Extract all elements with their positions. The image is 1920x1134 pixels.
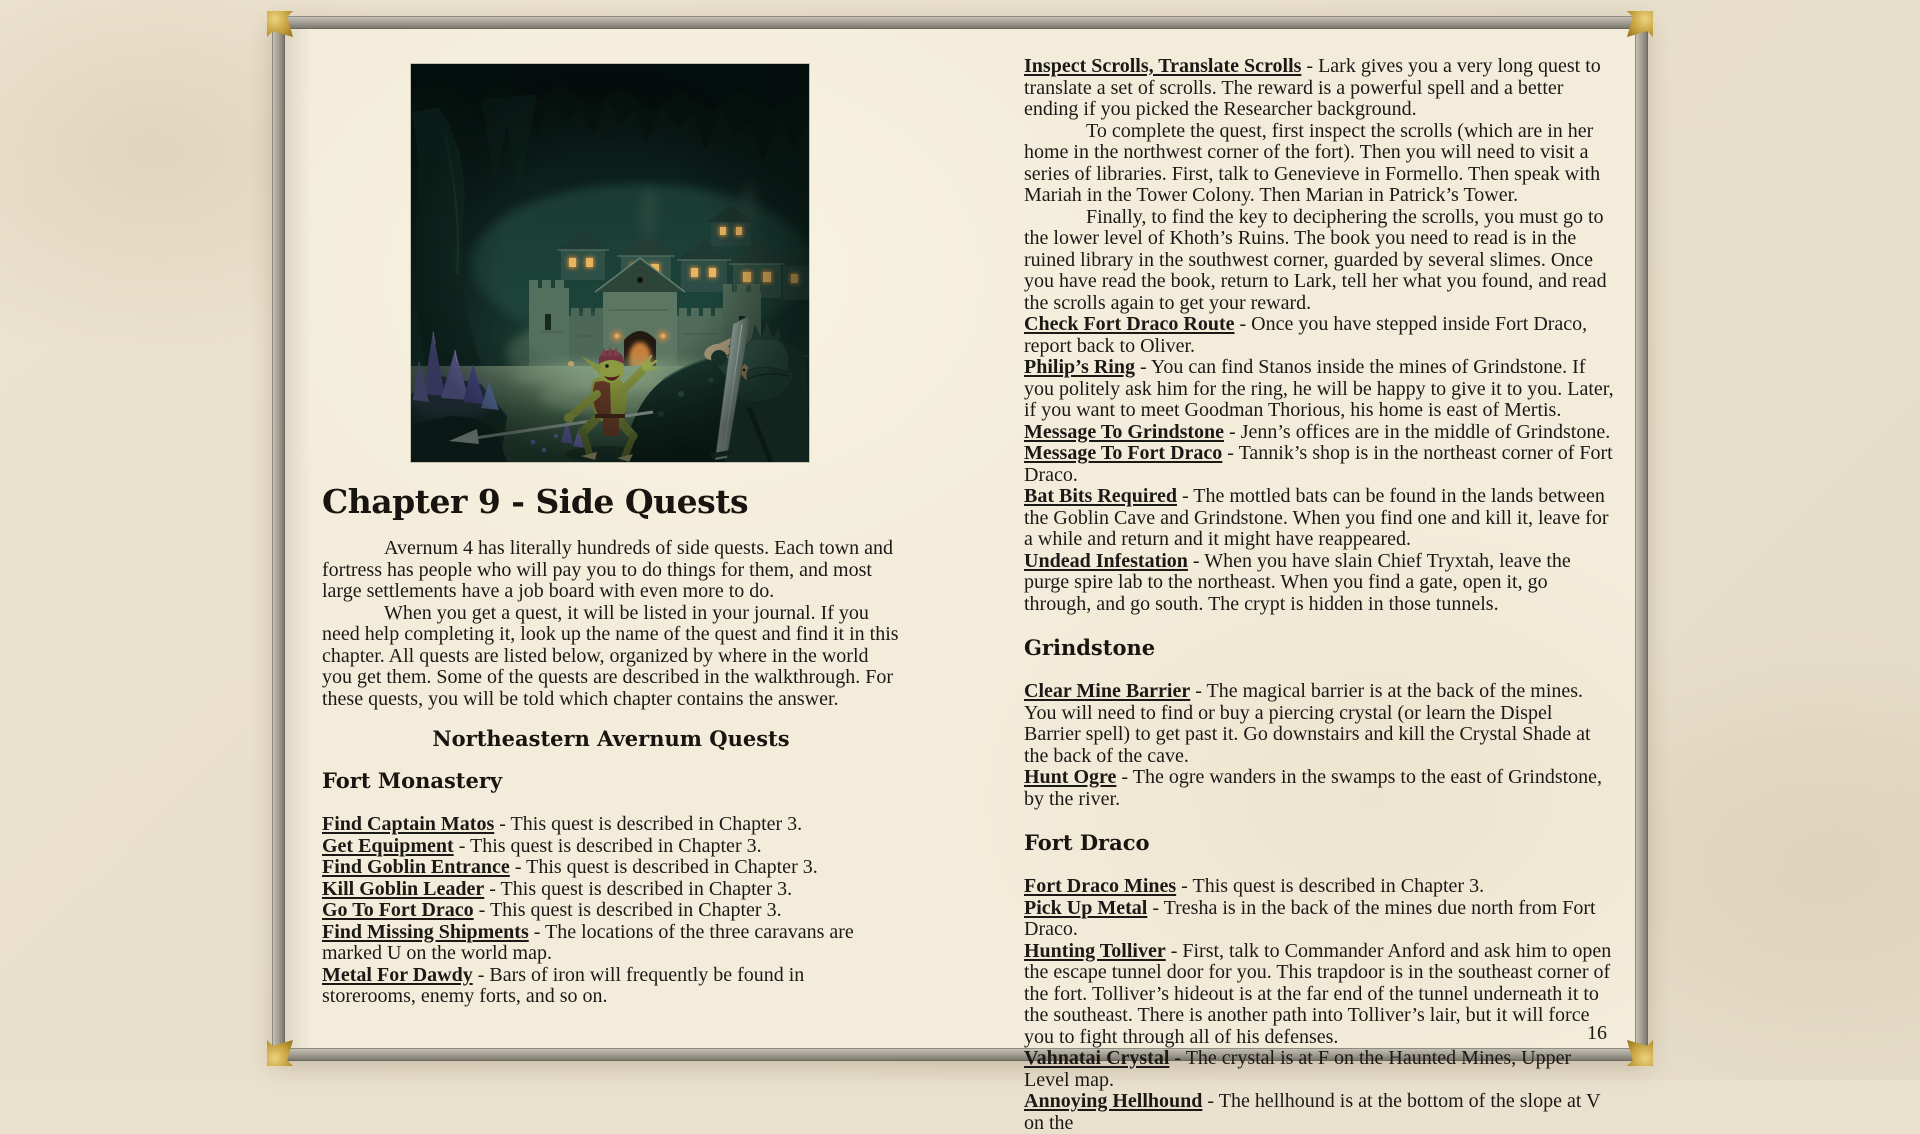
quest-desc: - This quest is described in Chapter 3.	[494, 813, 803, 835]
quest-entry	[322, 814, 900, 836]
frame-bar-right	[1635, 16, 1648, 1061]
quest-entry	[1024, 551, 1614, 616]
quest-entry	[1024, 422, 1614, 444]
quest-desc: - This quest is described in Chapter 3.	[473, 899, 782, 921]
quest-entry	[322, 922, 900, 965]
quest-entry	[1024, 681, 1614, 767]
quest-name: Find Captain Matos	[322, 813, 495, 835]
quest-entry	[1024, 767, 1614, 810]
intro-paragraph: When you get a quest, it will be listed in your journal. If you need help completing it, look up the name of the quest and find it in this chapter. All quests are listed below, organized by where in the world you get them. Some of the quests are described in the walkthrough. For these quests, you will be told which chapter contains the answer.	[322, 601, 899, 710]
quest-entry	[1024, 56, 1614, 121]
quest-desc: - The magical barrier is at the back of the mines. You will need to find or buy a piercing crystal (or learn the Dispel Barrier spell) to get past it. Go downstairs and kill the Crystal Shade at the back of the cave.	[1024, 680, 1591, 767]
quest-entry	[1024, 1091, 1614, 1134]
quest-name: Go To Fort Draco	[322, 899, 474, 921]
quest-desc: - The crystal is at F on the Haunted Mines, Upper Level map.	[1024, 1047, 1572, 1091]
quest-desc: - Tannik’s shop is in the northeast corner of Fort Draco.	[1024, 442, 1613, 486]
frame-bar-top	[272, 16, 1648, 29]
corner-ornament-icon	[267, 1040, 293, 1066]
quest-paragraph: Finally, to find the key to deciphering the scrolls, you must go to the lower level of Khoth’s Ruins. The book you need to read is in the ruined library in the southwest corner, guarded by several slimes. Once you have read the book, return to Lark, tell her what you found, and read the scrolls again to get your reward.	[1024, 205, 1607, 314]
subsection-heading: Fort Draco	[1024, 830, 1150, 855]
quest-entry	[322, 965, 900, 1008]
quest-desc: - This quest is described in Chapter 3.	[484, 877, 793, 900]
quest-desc: - Tresha is in the back of the mines due north from Fort Draco.	[1024, 896, 1596, 940]
quest-name: Find Missing Shipments	[322, 920, 529, 943]
quest-entry	[1024, 898, 1614, 941]
quest-desc: - Jenn’s offices are in the middle of Grindstone.	[1224, 420, 1611, 443]
quest-name: Kill Goblin Leader	[322, 877, 485, 900]
quest-desc: - This quest is described in Chapter 3.	[453, 834, 762, 857]
quest-desc: - Lark gives you a very long quest to translate a set of scrolls. The reward is a powerful spell and a better ending if you picked the Researcher background.	[1024, 55, 1601, 120]
quest-name: Clear Mine Barrier	[1024, 680, 1191, 702]
quest-desc: - First, talk to Commander Anford and ask him to open the escape tunnel door for you. This trapdoor is in the southeast corner of the fort. Tolliver’s hideout is at the far end of the tunnel underneath it to the southeast. There is another path into Tolliver’s lair, but it will force you to fight through all of his defenses.	[1024, 939, 1612, 1048]
quest-entry	[1024, 1048, 1614, 1091]
quest-desc: - The mottled bats can be found in the lands between the Goblin Cave and Grindstone. When you find one and kill it, leave for a while and return and it might have reappeared.	[1024, 485, 1609, 550]
quest-desc: - The hellhound is at the bottom of the slope at V on the	[1024, 1090, 1601, 1134]
quest-name: Annoying Hellhound	[1024, 1090, 1203, 1112]
corner-ornament-icon	[267, 11, 293, 37]
quest-desc: - Bars of iron will frequently be found in storerooms, enemy forts, and so on.	[322, 963, 805, 1007]
intro-paragraph: Avernum 4 has literally hundreds of side quests. Each town and fortress has people who will pay you to do things for them, and most large settlements have a job board with even more to do.	[322, 537, 893, 602]
quest-desc: - This quest is described in Chapter 3.	[1176, 875, 1485, 897]
quest-entry	[1024, 486, 1614, 551]
quest-desc: - When you have slain Chief Tryxtah, leave the purge spire lab to the northeast. When you find a gate, open it, go through, and go south. The crypt is hidden in those tunnels.	[1024, 549, 1571, 615]
quest-name: Check Fort Draco Route	[1024, 313, 1235, 335]
frame-bar-left	[272, 16, 285, 1061]
page-gutter-shade	[285, 29, 311, 1048]
chapter-illustration	[411, 64, 809, 462]
quest-name: Message To Fort Draco	[1024, 442, 1223, 464]
quest-name: Find Goblin Entrance	[322, 856, 510, 878]
quest-name: Message To Grindstone	[1024, 420, 1225, 443]
left-column	[322, 480, 900, 1008]
quest-desc: - This quest is described in Chapter 3.	[509, 856, 818, 878]
section-heading: Northeastern Avernum Quests	[432, 726, 790, 751]
corner-ornament-icon	[1627, 1040, 1653, 1066]
quest-name: Undead Infestation	[1024, 549, 1188, 572]
quest-desc: - You can find Stanos inside the mines of Grindstone. If you politely ask him for the ring, he will be happy to give it to you. Later, if you want to meet Goodman Thorious, his home is east of Mertis.	[1024, 356, 1614, 421]
page-number: 16	[1587, 1022, 1607, 1044]
right-column	[1024, 56, 1614, 1134]
quest-entry	[322, 857, 900, 879]
quest-name: Metal For Dawdy	[322, 963, 473, 986]
quest-name: Pick Up Metal	[1024, 896, 1148, 919]
quest-entry	[322, 836, 900, 858]
page-title: Chapter 9 - Side Quests	[322, 482, 749, 521]
quest-entry	[322, 900, 900, 922]
subsection-heading: Grindstone	[1024, 635, 1156, 660]
quest-entry	[1024, 314, 1614, 357]
quest-desc: - The locations of the three caravans are marked U on the world map.	[322, 920, 854, 964]
quest-paragraph: To complete the quest, first inspect the scrolls (which are in her home in the northwest corner of the fort). Then you will need to visit a series of libraries. First, talk to Genevieve in Formello. Then speak with Mariah in the Tower Colony. Then Marian in Patrick’s Tower.	[1024, 119, 1601, 206]
quest-name: Hunt Ogre	[1024, 766, 1117, 788]
quest-entry	[1024, 876, 1614, 898]
quest-name: Vahnatai Crystal	[1024, 1047, 1170, 1069]
quest-desc: - The ogre wanders in the swamps to the east of Grindstone, by the river.	[1024, 766, 1603, 810]
quest-name: Bat Bits Required	[1024, 485, 1177, 507]
quest-name: Inspect Scrolls, Translate Scrolls	[1024, 55, 1302, 77]
subsection-heading: Fort Monastery	[322, 768, 503, 793]
quest-entry	[1024, 357, 1614, 422]
quest-entry	[322, 879, 900, 901]
quest-name: Fort Draco Mines	[1024, 875, 1177, 897]
quest-name: Philip’s Ring	[1024, 356, 1135, 378]
corner-ornament-icon	[1627, 11, 1653, 37]
quest-desc: - Once you have stepped inside Fort Draco, report back to Oliver.	[1024, 313, 1588, 357]
quest-name: Hunting Tolliver	[1024, 939, 1166, 962]
quest-name: Get Equipment	[322, 834, 454, 857]
quest-entry	[1024, 443, 1614, 486]
